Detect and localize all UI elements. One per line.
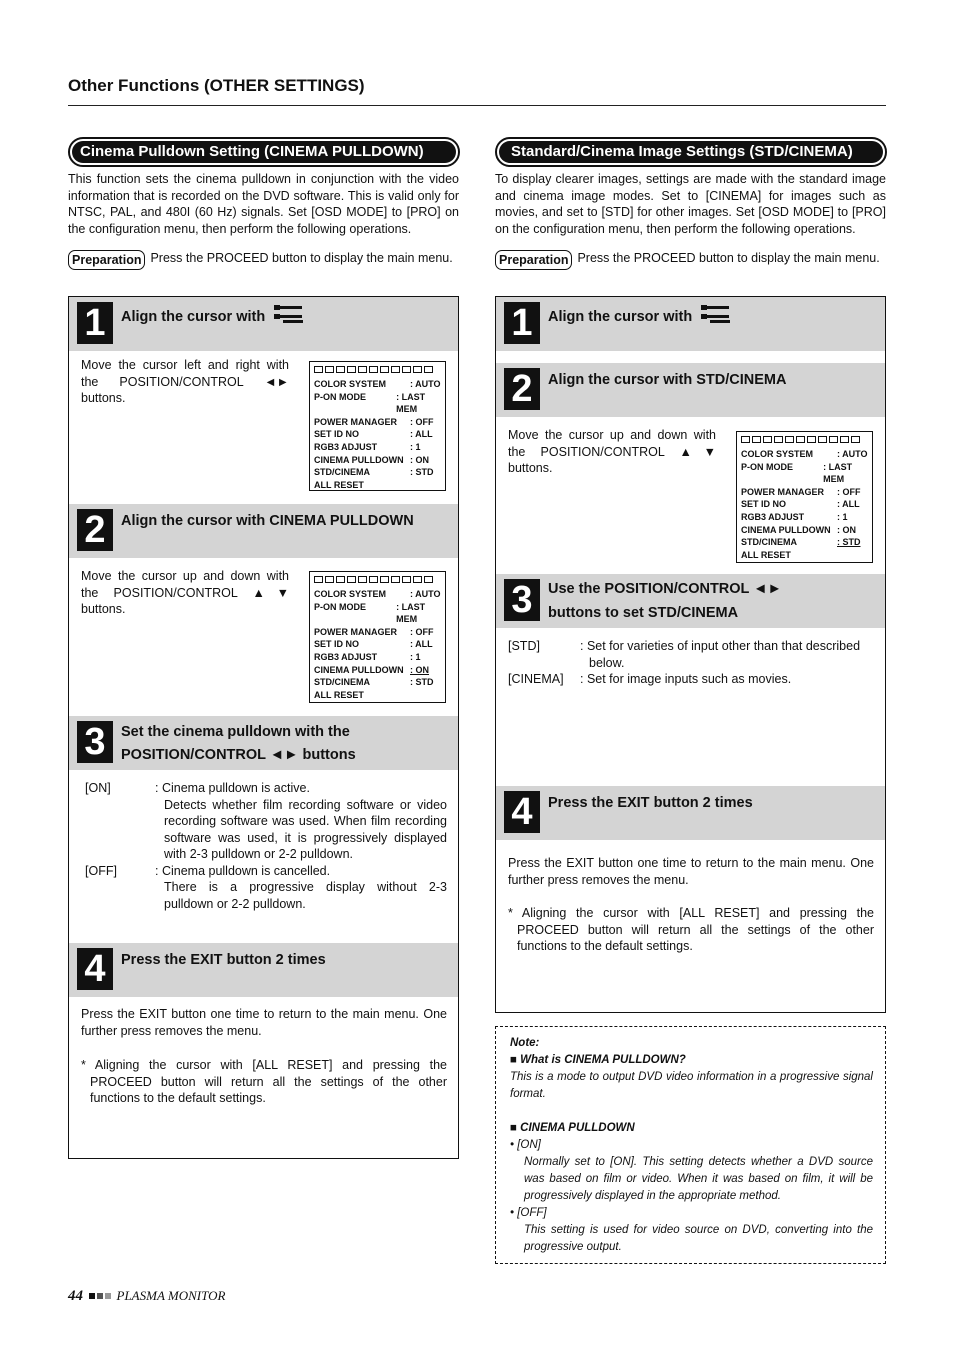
page-number: 44 [68,1288,83,1304]
osd-rows: COLOR SYSTEM : AUTO P-ON MODE : LAST MEM POWER MANAGER : OFF SET ID NO : ALL RGB3 ADJUST : 1 CINEMA PULLDOWN : ON STD/CINEMA : STD ALL RESET [314,379,441,490]
osd-icon-bar [314,366,441,373]
left-step2 [69,504,458,558]
right-step3 [496,574,885,628]
note-on-text: Normally set to [ON]. This setting detects whether a DVD source was based on film or video. When it was based on film, it will be progressively displayed in the appropriate method. [524,1156,873,1202]
right-step1 [496,297,885,351]
right-step3-body [508,638,874,688]
osd-menu-2 [309,571,446,703]
step-title: Align the cursor with [548,308,693,325]
preparation-tag: Preparation [68,250,145,270]
footer-squares-icon [89,1288,111,1305]
step-title-line1: Set the cinema pulldown with the [121,724,350,740]
osd-icon-bar [741,436,868,443]
step-number: 4 [77,948,113,990]
left-step4-body1: Press the EXIT button one time to return to the main menu. One further press removes the menu. [81,1007,447,1038]
page-title: Other Functions (OTHER SETTINGS) [68,76,365,95]
left-preparation [68,250,459,270]
product-name: PLASMA MONITOR [116,1288,226,1303]
left-section-title: Cinema Pulldown Setting (CINEMA PULLDOWN) [68,137,460,167]
right-step4 [496,786,885,840]
option-value-cinema: : Set for image inputs such as movies. [580,672,792,686]
option-value-on: : Cinema pulldown is active. [155,781,310,795]
step-title-line2: POSITION/CONTROL ◄► buttons [121,747,356,763]
left-steps-box [68,296,459,1159]
preparation-tag: Preparation [495,250,572,270]
page-header [68,76,886,106]
osd-rows: COLOR SYSTEM : AUTO P-ON MODE : LAST MEM POWER MANAGER : OFF SET ID NO : ALL RGB3 ADJUST : 1 CINEMA PULLDOWN : ON STD/CINEMA : STD ALL RESET [314,589,441,700]
step-title: Press the EXIT button 2 times [121,952,326,968]
step-number: 1 [504,302,540,344]
right-steps-box [495,296,886,1013]
option-value-off: : Cinema pulldown is cancelled. [155,863,331,878]
preparation-text: Press the PROCEED button to display the main menu. [577,251,880,265]
left-intro: This function sets the cinema pulldown in conjunction with the video information that is recorded on the DVD software. This is valid only for NTSC, PAL, and 480I (60 Hz) signals. Set [OSD MODE] to [PRO] on the configuration menu, then perform the following operations. [68,172,459,236]
step-title: Align the cursor with [121,308,266,325]
right-preparation [495,250,886,270]
note-off: • [OFF] [510,1207,547,1219]
right-step4-body2: * Aligning the cursor with [ALL RESET] and pressing the PROCEED button will return all the settings of the other functions to the default settings. [508,906,874,953]
wrench-icon [700,302,732,332]
step-title: Press the EXIT button 2 times [548,795,753,811]
note-question-text: This is a mode to output DVD video information in a progressive signal format. [510,1071,873,1100]
step-title-line1: Use the POSITION/CONTROL ◄► [548,581,782,597]
left-step4-body2: * Aligning the cursor with [ALL RESET] and pressing the PROCEED button will return all the settings of the other functions to the default settings. [81,1058,447,1105]
step-title-line2: buttons to set STD/CINEMA [548,605,739,621]
option-key-on: [ON] [85,781,111,795]
note-heading: ■ CINEMA PULLDOWN [510,1122,635,1134]
left-step3-body [85,780,447,912]
osd-menu-3 [736,431,873,563]
note-label: Note: [510,1037,540,1049]
osd-icon-bar [314,576,441,583]
left-step3 [69,716,458,770]
step-number: 3 [77,721,113,763]
option-key-cinema: [CINEMA] [508,672,564,686]
right-step2-body: Move the cursor up and down with the POSITION/CONTROL ▲▼ buttons. [508,428,716,475]
right-intro: To display clearer images, settings are made with the standard image and cinema image modes. Set to [CINEMA] for images such as movies, and set to [STD] for other images. Set [OSD MODE] to [PRO] on the configuration menu, then perform the following operations. [495,172,886,236]
wrench-icon [273,302,305,332]
left-step4 [69,943,458,997]
step-title: Align the cursor with CINEMA PULLDOWN [121,513,414,529]
step-number: 2 [77,509,113,551]
step-number: 2 [504,368,540,410]
left-step2-body: Move the cursor up and down with the POSITION/CONTROL ▲▼ buttons. [81,569,289,616]
option-desc-on: Detects whether film recording software or video recording software was used. When film recording software was used, it is progressively displayed with 2-3 pulldown or 2-2 pulldown. [164,797,447,861]
right-step4-body1: Press the EXIT button one time to return to the main menu. One further press removes the menu. [508,856,874,887]
step-number: 3 [504,579,540,621]
step-number: 1 [77,302,113,344]
note-box [495,1026,886,1264]
page-footer [68,1288,225,1305]
osd-rows: COLOR SYSTEM : AUTO P-ON MODE : LAST MEM POWER MANAGER : OFF SET ID NO : ALL RGB3 ADJUST : 1 CINEMA PULLDOWN : ON STD/CINEMA : STD ALL RESET [741,449,868,560]
osd-menu-1 [309,361,446,491]
note-off-text: This setting is used for video source on DVD, converting into the progressive output. [524,1224,873,1253]
option-key-std: [STD] [508,639,540,653]
option-value-std: : Set for varieties of input other than that described below. [580,639,861,670]
note-on: • [ON] [510,1139,541,1151]
option-desc-off: There is a progressive display without 2-3 pulldown or 2-2 pulldown. [164,880,447,911]
preparation-text: Press the PROCEED button to display the main menu. [150,251,453,265]
note-question: ■ What is CINEMA PULLDOWN? [510,1054,686,1066]
right-step2 [496,363,885,417]
right-section-title: Standard/Cinema Image Settings (STD/CINEMA) [495,137,887,167]
step-number: 4 [504,791,540,833]
left-step1 [69,297,458,351]
option-key-off: [OFF] [85,863,117,878]
step-title: Align the cursor with STD/CINEMA [548,372,787,388]
left-step1-body: Move the cursor left and right with the POSITION/CONTROL ◄► buttons. [81,358,289,405]
